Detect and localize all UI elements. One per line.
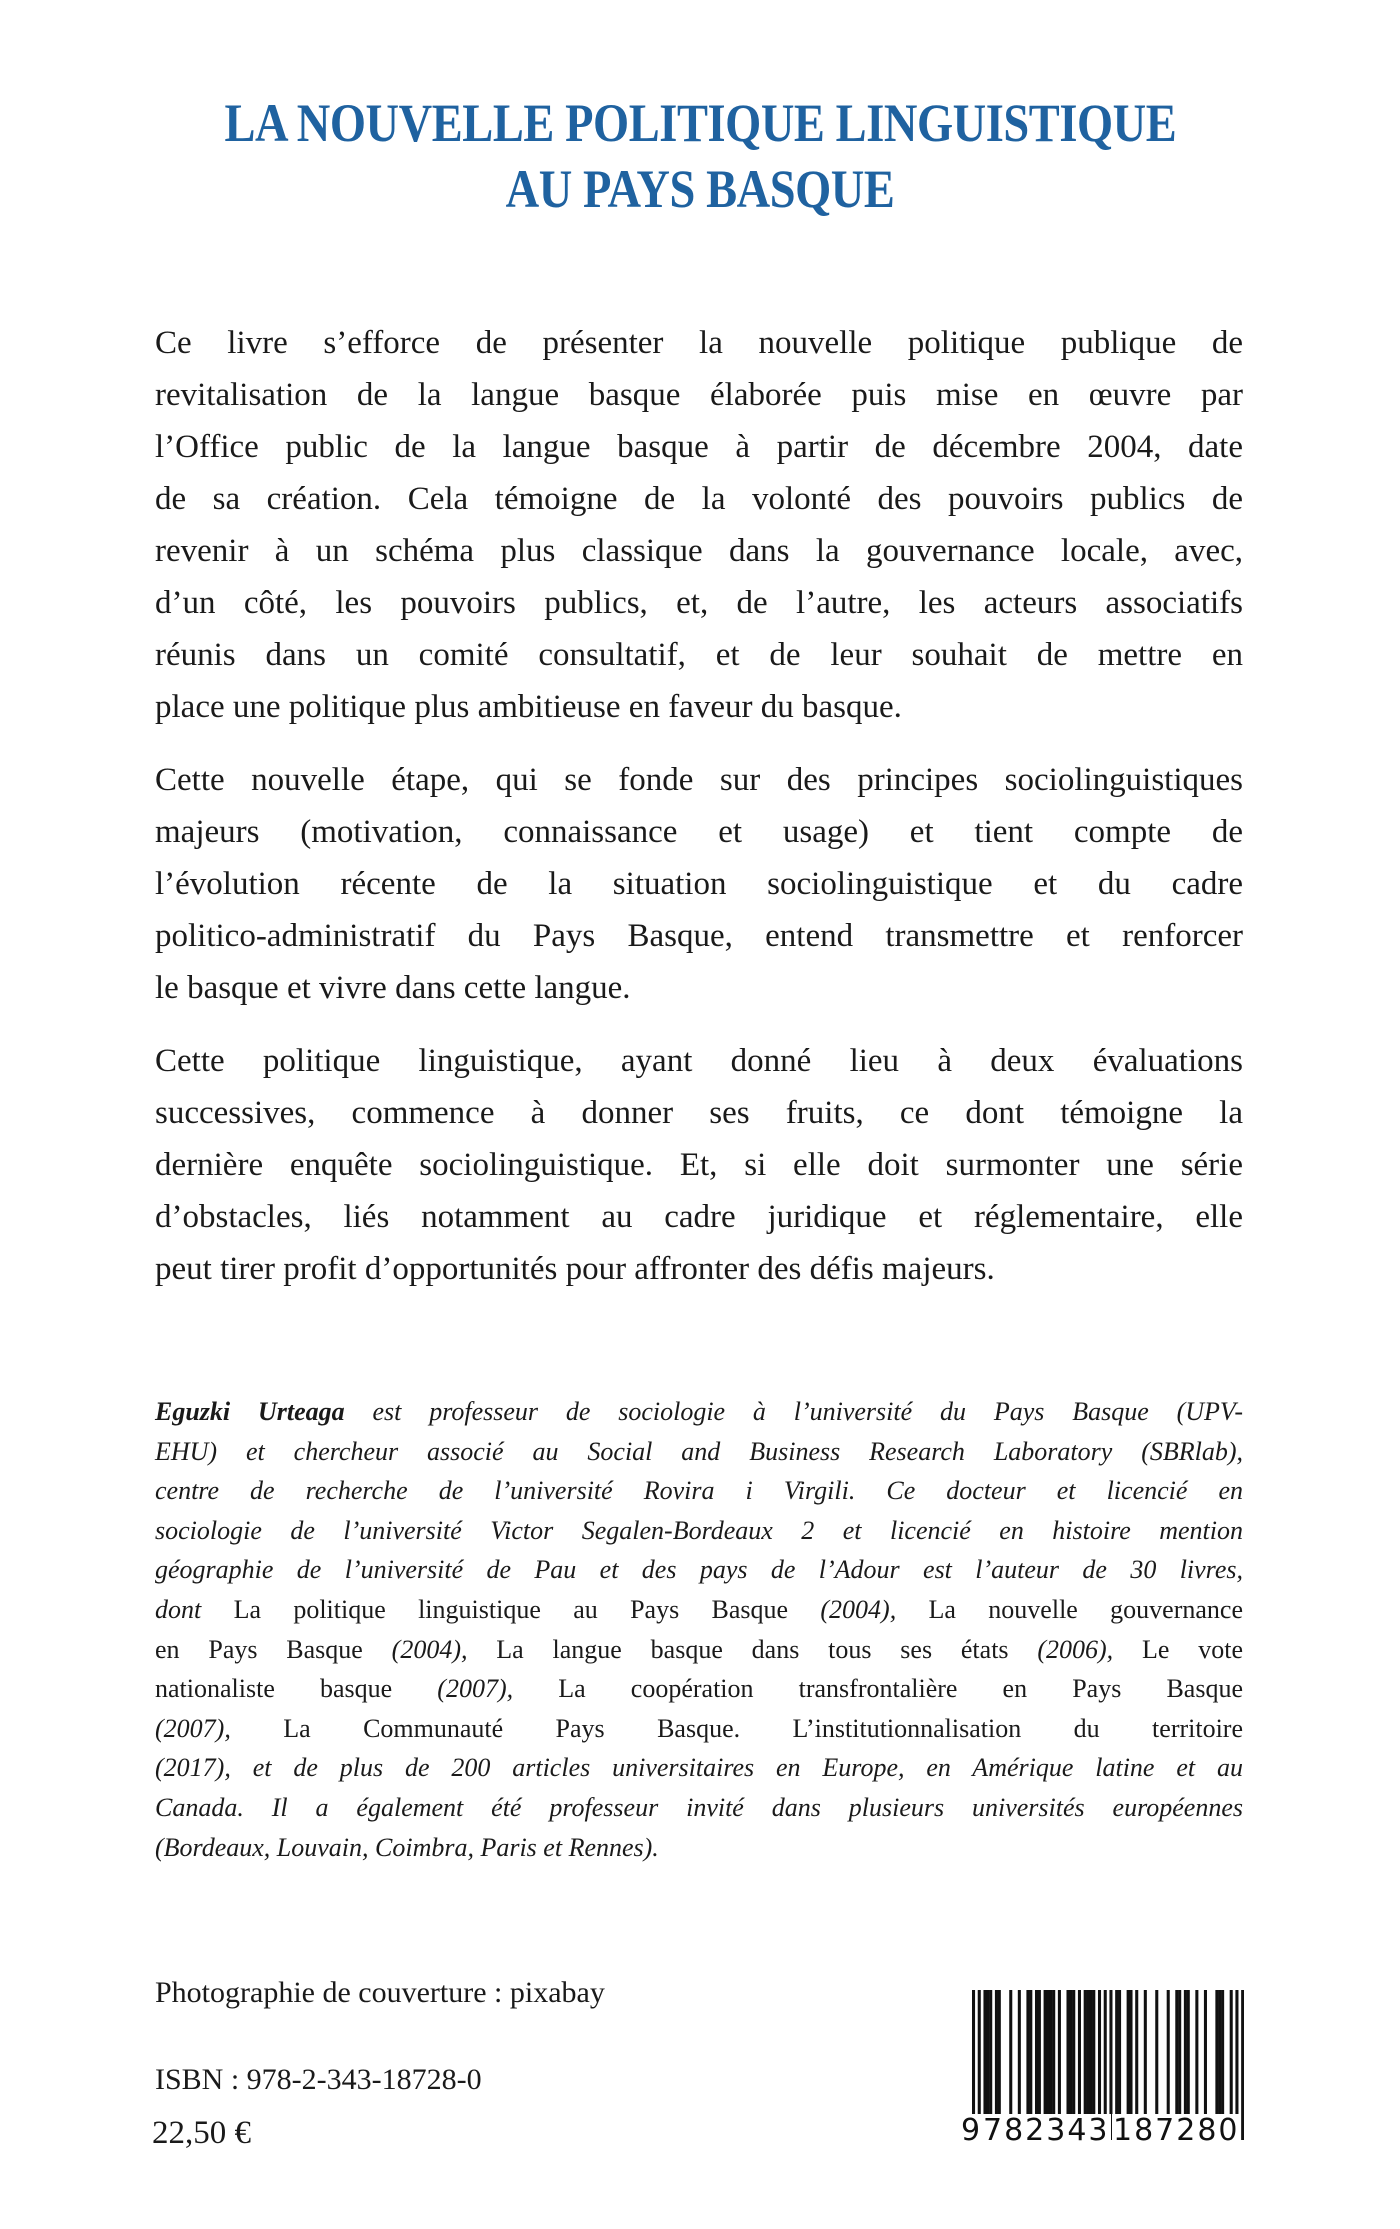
title-line-1 bbox=[0, 92, 1400, 154]
book-title-ref: La langue basque dans tous ses états bbox=[467, 1635, 1038, 1664]
barcode-bar bbox=[1026, 1990, 1029, 2118]
bio-line bbox=[155, 1672, 1243, 1706]
bio-text: (2006), bbox=[1037, 1635, 1114, 1664]
bio-line bbox=[155, 1791, 1243, 1825]
barcode-bar bbox=[1195, 1990, 1198, 2118]
barcode-digits bbox=[960, 2114, 1260, 2150]
barcode-bar bbox=[1018, 1990, 1021, 2118]
bio-line bbox=[155, 1553, 1243, 1587]
barcode-bar bbox=[1052, 1990, 1055, 2118]
photo-credit: Photographie de couverture : pixabay bbox=[155, 1976, 605, 2009]
bio-text: (2007), bbox=[155, 1714, 231, 1743]
bio-line bbox=[155, 1751, 1243, 1785]
barcode-bar bbox=[1135, 1990, 1138, 2118]
barcode-bar bbox=[1129, 1990, 1132, 2118]
description-p2-line bbox=[155, 760, 1243, 800]
bio-line-text bbox=[155, 1395, 1243, 1429]
barcode-bar bbox=[1118, 1990, 1121, 2118]
line-text: Ce livre s’efforce de présenter la nouvelle politique publique de bbox=[155, 325, 1243, 361]
bio-line bbox=[155, 1831, 1243, 1865]
bio-text: (Bordeaux, Louvain, Coimbra, Paris et Rennes). bbox=[155, 1833, 659, 1862]
description-p1-line bbox=[155, 687, 1243, 727]
book-title-ref: en Pays Basque bbox=[155, 1635, 392, 1664]
description-p2-line bbox=[155, 864, 1243, 904]
book-title-ref: La politique linguistique au Pays Basque bbox=[201, 1595, 821, 1624]
line-text: l’Office public de la langue basque à partir de décembre 2004, date bbox=[155, 429, 1243, 465]
bio-text: (2007), bbox=[437, 1674, 514, 1703]
description-p3-line bbox=[155, 1249, 1243, 1289]
description-p3-line bbox=[155, 1093, 1243, 1133]
description-p2-line bbox=[155, 968, 1243, 1008]
barcode-bar bbox=[1035, 1990, 1038, 2118]
line-text: l’évolution récente de la situation sociolinguistique et du cadre bbox=[155, 866, 1243, 902]
barcode-bar bbox=[1009, 1990, 1012, 2118]
bio-line-text bbox=[155, 1672, 1243, 1706]
title-line-2 bbox=[0, 158, 1400, 220]
bio-line-text bbox=[155, 1633, 1243, 1667]
barcode-bar bbox=[1078, 1990, 1081, 2118]
line-text: politico-administratif du Pays Basque, entend transmettre et renforcer bbox=[155, 918, 1243, 954]
barcode-bar bbox=[1092, 1990, 1095, 2118]
bio-line-text bbox=[155, 1593, 1243, 1627]
description-p1-line bbox=[155, 635, 1243, 675]
barcode-bar bbox=[1098, 1990, 1101, 2118]
description-p1-line bbox=[155, 531, 1243, 571]
bio-text: est professeur de sociologie à l’université du Pays Basque (UPV- bbox=[344, 1397, 1243, 1426]
barcode-bar bbox=[1184, 1990, 1187, 2118]
bio-line bbox=[155, 1514, 1243, 1548]
line-text: Cette politique linguistique, ayant donné lieu à deux évaluations bbox=[155, 1043, 1243, 1079]
bio-line-text bbox=[155, 1712, 1243, 1746]
bio-text: centre de recherche de l’université Rovira i Virgili. Ce docteur et licencié en bbox=[155, 1476, 1243, 1505]
book-title-ref: nationaliste basque bbox=[155, 1674, 438, 1703]
barcode-bar bbox=[1029, 1990, 1032, 2118]
bio-line bbox=[155, 1712, 1243, 1746]
description-p1-line bbox=[155, 375, 1243, 415]
line-text: de sa création. Cela témoigne de la volonté des pouvoirs publics de bbox=[155, 481, 1243, 517]
barcode-bar bbox=[995, 1990, 998, 2118]
bio-text: sociologie de l’université Victor Segalen-Bordeaux 2 et licencié en histoire mention bbox=[155, 1516, 1243, 1545]
line-text: peut tirer profit d’opportunités pour affronter des défis majeurs. bbox=[155, 1251, 995, 1287]
bio-line bbox=[155, 1435, 1243, 1469]
description-p1-line bbox=[155, 479, 1243, 519]
barcode-bar bbox=[1084, 1990, 1087, 2118]
barcode-bar bbox=[1215, 1990, 1218, 2118]
barcode-bar bbox=[1058, 1990, 1061, 2118]
bio-line-text bbox=[155, 1514, 1243, 1548]
barcode-bar bbox=[1187, 1990, 1190, 2118]
book-title-ref: La coopération transfrontalière en Pays Basque bbox=[513, 1674, 1243, 1703]
bio-line-text bbox=[155, 1791, 1243, 1825]
bio-line-text bbox=[155, 1553, 1243, 1587]
description-p3-line bbox=[155, 1041, 1243, 1081]
bio-text: (2004), bbox=[391, 1635, 468, 1664]
bio-line bbox=[155, 1395, 1243, 1429]
bio-line-text bbox=[155, 1474, 1243, 1508]
barcode-bar bbox=[1127, 1990, 1130, 2118]
barcode-bar bbox=[1115, 1990, 1118, 2118]
line-text: revitalisation de la langue basque élaborée puis mise en œuvre par bbox=[155, 377, 1243, 413]
barcode-bar bbox=[1167, 1990, 1170, 2118]
line-text: le basque et vivre dans cette langue. bbox=[155, 970, 631, 1006]
barcode-bar bbox=[1046, 1990, 1049, 2118]
line-text: revenir à un schéma plus classique dans la gouvernance locale, avec, bbox=[155, 533, 1243, 569]
bio-line-text bbox=[155, 1751, 1243, 1785]
barcode-bar bbox=[983, 1990, 986, 2118]
barcode-bar bbox=[1044, 1990, 1047, 2118]
bio-line bbox=[155, 1633, 1243, 1667]
barcode-bar bbox=[1087, 1990, 1090, 2118]
barcode-digits-right: 187280 bbox=[1113, 2113, 1240, 2148]
bio-line bbox=[155, 1593, 1243, 1627]
line-text: d’obstacles, liés notamment au cadre juridique et réglementaire, elle bbox=[155, 1199, 1243, 1235]
barcode-bar bbox=[1178, 1990, 1181, 2118]
line-text: place une politique plus ambitieuse en faveur du basque. bbox=[155, 689, 902, 725]
barcode-bar bbox=[1066, 1990, 1069, 2118]
author-name: Eguzki Urteaga bbox=[155, 1397, 345, 1426]
barcode-bar bbox=[1155, 1990, 1158, 2118]
bio-text: EHU) et chercheur associé au Social and Business Research Laboratory (SBRlab), bbox=[155, 1437, 1243, 1466]
barcode-bar bbox=[1038, 1990, 1041, 2118]
line-text: majeurs (motivation, connaissance et usage) et tient compte de bbox=[155, 814, 1243, 850]
barcode-bar bbox=[989, 1990, 992, 2118]
description-p2-line bbox=[155, 916, 1243, 956]
description-p3-line bbox=[155, 1197, 1243, 1237]
bio-text: (2004), bbox=[820, 1595, 897, 1624]
barcode-bar bbox=[1072, 1990, 1075, 2118]
line-text: d’un côté, les pouvoirs publics, et, de l’autre, les acteurs associatifs bbox=[155, 585, 1243, 621]
bio-text: (2017), et de plus de 200 articles universitaires en Europe, en Amérique latine et au bbox=[155, 1753, 1243, 1782]
line-text: successives, commence à donner ses fruits, ce dont témoigne la bbox=[155, 1095, 1243, 1131]
barcode-bar bbox=[1218, 1990, 1221, 2118]
barcode-bar bbox=[1069, 1990, 1072, 2118]
barcode-bar bbox=[1049, 1990, 1052, 2118]
line-text: réunis dans un comité consultatif, et de leur souhait de mettre en bbox=[155, 637, 1243, 673]
barcode-bar bbox=[1221, 1990, 1224, 2118]
title-line-1-text: LA NOUVELLE POLITIQUE LINGUISTIQUE bbox=[224, 93, 1176, 153]
barcode-bar bbox=[998, 1990, 1001, 2118]
line-text: dernière enquête sociolinguistique. Et, si elle doit surmonter une série bbox=[155, 1147, 1243, 1183]
barcode-digits-left: 782343 bbox=[983, 2113, 1110, 2148]
description-p2-line bbox=[155, 812, 1243, 852]
title-line-2-text: AU PAYS BASQUE bbox=[505, 159, 895, 219]
bio-text: géographie de l’université de Pau et des pays de l’Adour est l’auteur de 30 livres, bbox=[155, 1555, 1243, 1584]
bio-line-text bbox=[155, 1435, 1243, 1469]
barcode-bar bbox=[1089, 1990, 1092, 2118]
price-label: 22,50 € bbox=[152, 2115, 251, 2151]
barcode-bar bbox=[986, 1990, 989, 2118]
barcode-bar bbox=[1175, 1990, 1178, 2118]
barcode-bar bbox=[1144, 1990, 1147, 2118]
line-text: Cette nouvelle étape, qui se fonde sur des principes sociolinguistiques bbox=[155, 762, 1243, 798]
bio-text: dont bbox=[155, 1595, 202, 1624]
book-title-ref: La nouvelle gouvernance bbox=[896, 1595, 1243, 1624]
bio-line bbox=[155, 1474, 1243, 1508]
bio-line-text bbox=[155, 1831, 1243, 1865]
description-p1-line bbox=[155, 583, 1243, 623]
description-p3-line bbox=[155, 1145, 1243, 1185]
bio-text: Canada. Il a également été professeur invité dans plusieurs universités européennes bbox=[155, 1793, 1243, 1822]
book-title-ref: La Communauté Pays Basque. L’institutionnalisation du territoire bbox=[230, 1714, 1243, 1743]
description-p1-line bbox=[155, 427, 1243, 467]
barcode-bar bbox=[1204, 1990, 1207, 2118]
description-p1-line bbox=[155, 323, 1243, 363]
isbn-label: ISBN : 978-2-343-18728-0 bbox=[155, 2063, 482, 2096]
barcode-bar bbox=[1230, 1990, 1233, 2118]
barcode-digit-first: 9 bbox=[961, 2113, 981, 2148]
book-title-ref: Le vote bbox=[1113, 1635, 1244, 1664]
